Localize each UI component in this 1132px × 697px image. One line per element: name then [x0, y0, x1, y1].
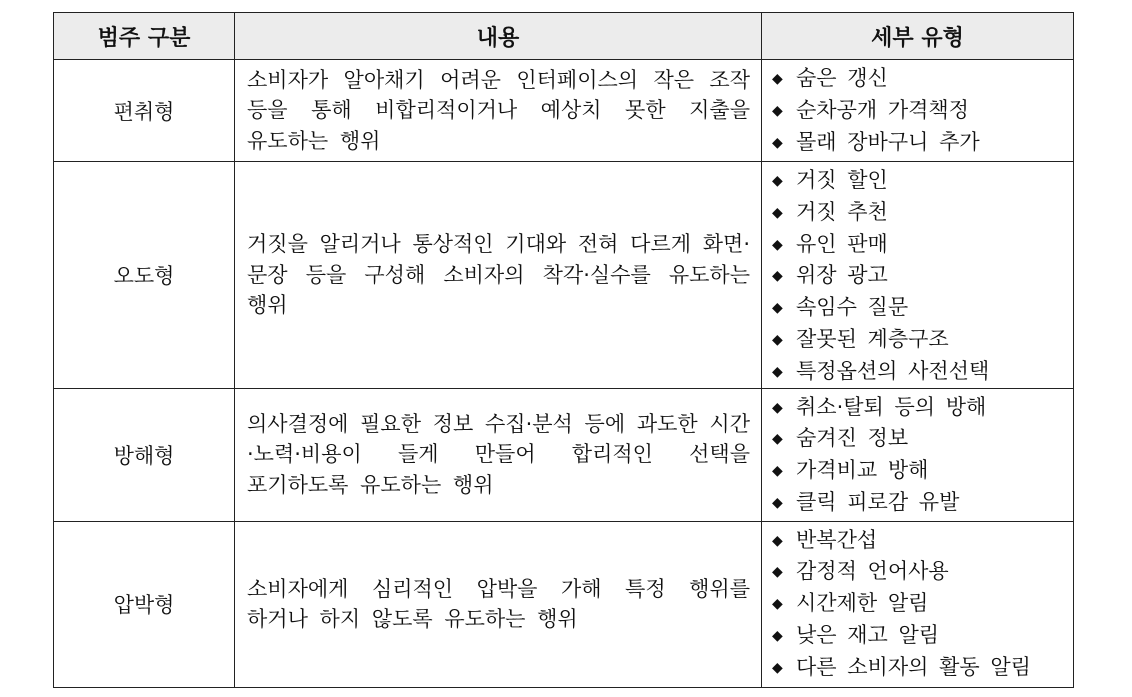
types-list [772, 525, 1073, 684]
list-item: ◆ 감정적 언어사용 [772, 556, 1073, 588]
list-item: ◆ 낮은 재고 알림 [772, 620, 1073, 652]
list-item: ◆ 거짓 추천 [772, 197, 1073, 229]
diamond-bullet-icon: ◆ [772, 300, 783, 317]
list-item: ◆ 가격비교 방해 [772, 455, 1073, 487]
diamond-bullet-icon: ◆ [772, 71, 783, 87]
header-row [54, 13, 1074, 60]
content-cell: 거짓을 알리거나 통상적인 기대와 전혀 다르게 화면·문장 등을 구성해 소비자의 착각·실수를 유도하는 행위 [235, 162, 762, 389]
diamond-bullet-icon: ◆ [772, 532, 783, 549]
types-cell [762, 521, 1074, 687]
list-item: ◆ 위장 광고 [772, 260, 1073, 292]
content-cell: 의사결정에 필요한 정보 수집·분석 등에 과도한 시간·노력·비용이 들게 만들어 합리적인 선택을 포기하도록 유도하는 행위 [235, 388, 762, 521]
content-cell: 소비자에게 심리적인 압박을 가해 특정 행위를 하거나 하지 않도록 유도하는 행위 [235, 521, 762, 687]
types-list [772, 63, 1073, 158]
diamond-bullet-icon: ◆ [772, 134, 783, 151]
list-item: ◆ 거짓 할인 [772, 165, 1073, 197]
category-cell: 편취형 [54, 60, 235, 162]
list-item: ◆ 유인 판매 [772, 229, 1073, 261]
diamond-bullet-icon: ◆ [772, 596, 783, 613]
types-cell [762, 162, 1074, 389]
diamond-bullet-icon: ◆ [772, 331, 783, 348]
diamond-bullet-icon: ◆ [772, 204, 783, 221]
list-item: ◆ 순차공개 가격책정 [772, 95, 1073, 127]
list-item: ◆ 시간제한 알림 [772, 588, 1073, 620]
header-types: 세부 유형 [762, 13, 1074, 60]
list-item: ◆ 몰래 장바구니 추가 [772, 127, 1073, 159]
types-cell [762, 388, 1074, 521]
diamond-bullet-icon: ◆ [772, 236, 783, 253]
list-item: ◆ 특정옵션의 사전선택 [772, 356, 1073, 388]
list-item: ◆ 잘못된 계층구조 [772, 324, 1073, 356]
types-cell [762, 60, 1074, 162]
types-list [772, 392, 1073, 519]
table-row [54, 388, 1074, 521]
diamond-bullet-icon: ◆ [772, 102, 783, 119]
diamond-bullet-icon: ◆ [772, 268, 783, 285]
diamond-bullet-icon: ◆ [772, 494, 783, 511]
diamond-bullet-icon: ◆ [772, 399, 783, 416]
list-item: ◆ 취소·탈퇴 등의 방해 [772, 392, 1073, 424]
category-cell: 방해형 [54, 388, 235, 521]
diamond-bullet-icon: ◆ [772, 431, 783, 448]
diamond-bullet-icon: ◆ [772, 659, 783, 676]
diamond-bullet-icon: ◆ [772, 627, 783, 644]
category-cell: 압박형 [54, 521, 235, 687]
dark-pattern-table [53, 12, 1074, 688]
list-item: ◆ 클릭 피로감 유발 [772, 487, 1073, 519]
header-content: 내용 [235, 13, 762, 60]
diamond-bullet-icon: ◆ [772, 173, 783, 189]
diamond-bullet-icon: ◆ [772, 463, 783, 480]
types-list [772, 165, 1073, 388]
list-item: ◆ 다른 소비자의 활동 알림 [772, 652, 1073, 684]
list-item: ◆ 숨은 갱신 [772, 63, 1073, 95]
header-category: 범주 구분 [54, 13, 235, 60]
content-cell: 소비자가 알아채기 어려운 인터페이스의 작은 조작 등을 통해 비합리적이거나 예상치 못한 지출을 유도하는 행위 [235, 60, 762, 162]
diamond-bullet-icon: ◆ [772, 363, 783, 380]
list-item: ◆ 반복간섭 [772, 525, 1073, 557]
list-item: ◆ 숨겨진 정보 [772, 423, 1073, 455]
table-row [54, 521, 1074, 687]
table-row [54, 60, 1074, 162]
diamond-bullet-icon: ◆ [772, 564, 783, 581]
category-cell: 오도형 [54, 162, 235, 389]
table-row [54, 162, 1074, 389]
list-item: ◆ 속임수 질문 [772, 292, 1073, 324]
